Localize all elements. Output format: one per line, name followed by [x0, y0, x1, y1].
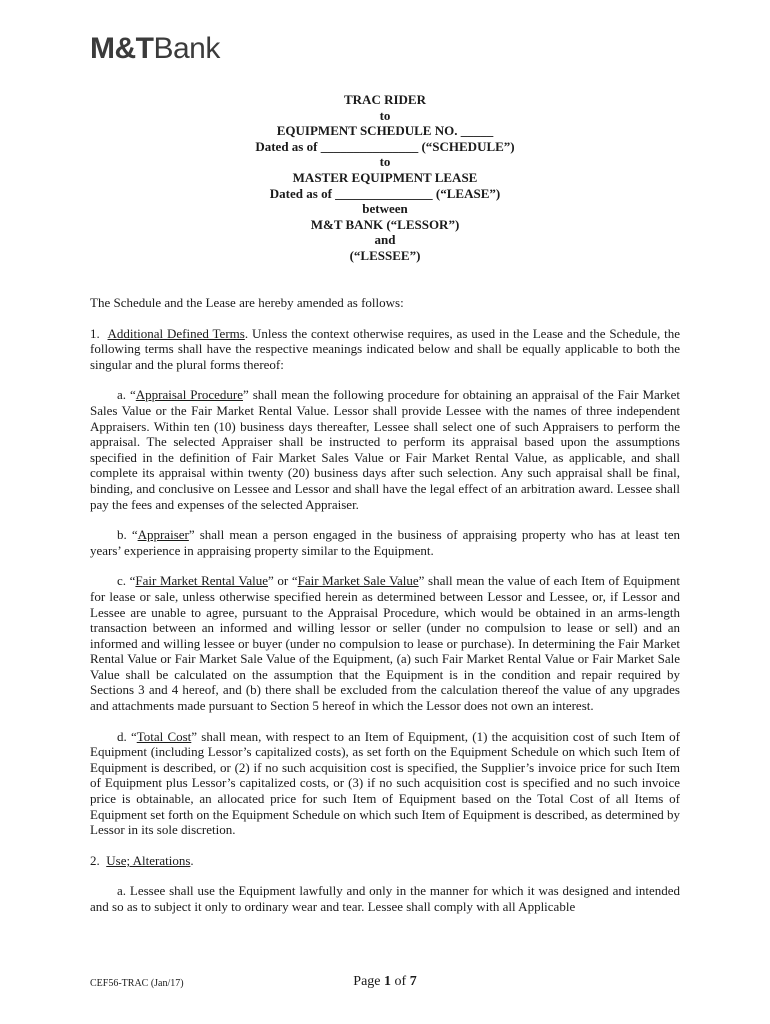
definition-c-text: ” shall mean the value of each Item of Equipment for lease or sale, unless otherwise specified herein as determined between Lessor and Lessee, or, if Lessor and Lessee are unable to agree, pursuant to the Appraisal Procedure, which would be obtained in an arms-length transaction between an informed and willing lessor or seller (under no compulsion to lease or sell) and an informed and willing lessee or buyer (under no compulsion to lease or purchase). In determining the Fair Market Rental Value or Fair Market Sale Value of the Equipment, (a) such Fair Market Rental Value or Fair Market Sale Value shall be calculated on the assumption that the Equipment is in the condition and repair required by Sections 3 and 4 hereof, and (b) there shall be excluded from the calculation thereof the value of any upgrades and attachments made pursuant to Section 5 hereof in which the Lessor does not own an interest.: [90, 573, 680, 714]
definition-c: [90, 573, 680, 713]
title-line: between: [362, 201, 408, 217]
title-line: Dated as of _______________ (“LEASE”): [269, 185, 501, 201]
definition-d-text: ” shall mean, with respect to an Item of Equipment, (1) the acquisition cost of such Item of Equipment (including Lessor’s capitalized costs), as set forth on the Equipment Schedule on which such Item of Equipment is described, or (2) if no such acquisition cost is specified, the Supplier’s invoice price for such Item of Equipment plus Lessor’s capitalized costs, or (3) if no such acquisition cost is specified and no such invoice price is obtainable, an allocated price for such Item of Equipment based on the Total Cost of all Items of Equipment set forth on the Equipment Schedule on which such Item of Equipment is described, as determined by Lessor in its sole discretion.: [90, 728, 680, 838]
document-body: [90, 295, 680, 930]
definition-c-term-1: Fair Market Rental Value: [135, 573, 269, 589]
logo-mt: M&T: [90, 32, 154, 65]
definition-b-prefix: b. “: [117, 527, 138, 543]
title-line: MASTER EQUIPMENT LEASE: [292, 169, 478, 185]
title-line: to: [379, 154, 391, 170]
definition-c-prefix: c. “: [117, 573, 136, 589]
title-line: Dated as of _______________ (“SCHEDULE”): [255, 138, 515, 154]
section-1-paragraph: [90, 326, 680, 373]
intro-paragraph: The Schedule and the Lease are hereby amended as follows:: [90, 295, 404, 310]
title-line: M&T BANK (“LESSOR”): [310, 216, 460, 232]
title-line: (“LESSEE”): [349, 247, 421, 263]
definition-c-term-2: Fair Market Sale Value: [297, 573, 419, 589]
section-2-number: 2.: [90, 852, 100, 868]
section-2-heading: Use; Alterations: [106, 852, 191, 868]
definition-a: [90, 387, 680, 512]
definition-d: [90, 729, 680, 838]
total-pages: 7: [409, 974, 417, 989]
definition-a-text: ” shall mean the following procedure for obtaining an appraisal of the Fair Market Sales Value or the Fair Market Rental Value. Lessor shall provide Lessee with the names of three independent Appraisers. Within ten (10) business days thereafter, Lessee shall select one of such Appraisers to perform the appraisal. The selected Appraiser shall be instructed to perform its appraisal based upon the assumptions specified in the definition of Fair Market Sales Value or Fair Market Rental Value, as applicable, and shall complete its appraisal within twenty (20) business days after such selection. Any such appraisal shall be final, binding, and conclusive on Lessee and Lessor and shall have the legal effect of an arbitration award. Lessee shall pay the fees and expenses of the selected Appraiser.: [90, 387, 680, 512]
title-line: EQUIPMENT SCHEDULE NO. _____: [276, 123, 494, 139]
page-label: Page: [353, 974, 385, 989]
logo-bank: Bank: [153, 32, 220, 65]
mt-bank-logo: [90, 32, 220, 66]
title-line: TRAC RIDER: [344, 92, 426, 107]
title-line: and: [374, 232, 396, 248]
section-2a-paragraph: a. Lessee shall use the Equipment lawfully and only in the manner for which it was designed and intended and so as to subject it only to ordinary wear and tear. Lessee shall comply with all Applicable: [90, 883, 680, 914]
definition-b-text: ” shall mean a person engaged in the business of appraising property who has at least ten years’ experience in appraising property similar to the Equipment.: [90, 527, 680, 558]
section-2-period: .: [190, 852, 194, 868]
title-line: to: [379, 107, 391, 123]
section-2-heading-line: [90, 853, 680, 869]
document-title-block: [0, 92, 770, 264]
section-1-number: 1.: [90, 325, 100, 341]
definition-b-term: Appraiser: [137, 527, 189, 543]
of-label: of: [391, 974, 410, 989]
section-1-heading: Additional Defined Terms: [107, 325, 245, 341]
form-code: CEF56-TRAC (Jan/17): [90, 978, 184, 989]
definition-b: [90, 527, 680, 558]
definition-c-mid: ” or “: [268, 573, 298, 589]
section-1-text: . Unless the context otherwise requires, as used in the Lease and the Schedule, the following terms shall have the respective meanings indicated below and shall be equally applicable to both the singular and the plural forms thereof:: [90, 325, 681, 372]
current-page: 1: [384, 974, 392, 989]
definition-a-term: Appraisal Procedure: [135, 387, 243, 403]
page-number: [0, 974, 770, 990]
definition-d-prefix: d. “: [117, 728, 137, 744]
definition-d-term: Total Cost: [136, 728, 192, 744]
definition-a-prefix: a. “: [117, 387, 136, 403]
